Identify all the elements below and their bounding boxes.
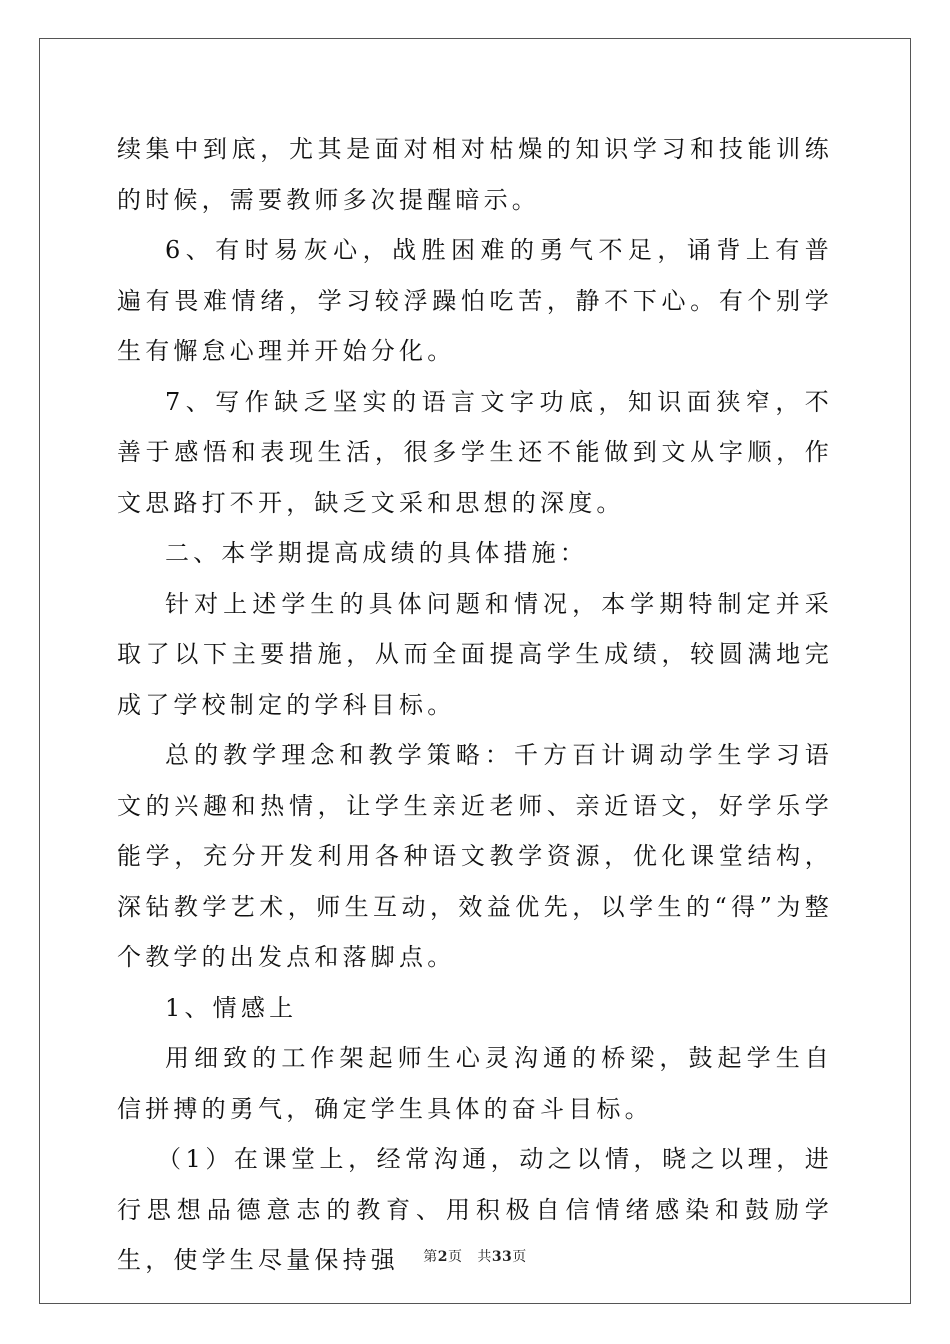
page-footer xyxy=(0,1246,950,1266)
footer-total-prefix: 共 xyxy=(477,1249,492,1265)
paragraph-emotion-detail: 用细致的工作架起师生心灵沟通的桥梁，鼓起学生自信拼搏的勇气，确定学生具体的奋斗目标。 xyxy=(117,1044,833,1123)
paragraph-measures-intro: 针对上述学生的具体问题和情况，本学期特制定并采取了以下主要措施，从而全面提高学生成绩，较圆满地完成了学校制定的学科目标。 xyxy=(117,589,833,719)
section-heading-measures: 二、本学期提高成绩的具体措施： xyxy=(165,539,588,567)
footer-total-suffix: 页 xyxy=(512,1249,527,1265)
paragraph-item-6: 6、有时易灰心，战胜困难的勇气不足，诵背上有普遍有畏难情绪，学习较浮躁怕吃苦，静不下心。有个别学生有懈怠心理并开始分化。 xyxy=(117,236,833,365)
document-body xyxy=(117,124,833,1286)
paragraph-item-7: 7、写作缺乏坚实的语言文字功底，知识面狭窄，不善于感悟和表现生活，很多学生还不能做到文从字顺，作文思路打不开，缺乏文采和思想的深度。 xyxy=(117,387,833,517)
paragraph-continuation: 续集中到底，尤其是面对相对枯燥的知识学习和技能训练的时候，需要教师多次提醒暗示。 xyxy=(117,135,833,214)
footer-total-pages: 33 xyxy=(491,1249,513,1265)
paragraph-classroom: （1）在课堂上，经常沟通，动之以情，晓之以理，进行思想品德意志的教育、用积极自信情绪感染和鼓励学生，使学生尽量保持强 xyxy=(117,1145,833,1274)
paragraph-teaching-strategy: 总的教学理念和教学策略：千方百计调动学生学习语文的兴趣和热情，让学生亲近老师、亲近语文，好学乐学能学，充分开发利用各种语文教学资源，优化课堂结构，深钻教学艺术，师生互动，效益优先，以学生的“得”为整个教学的出发点和落脚点。 xyxy=(117,741,833,971)
subheading-emotion: 1、情感上 xyxy=(165,993,298,1022)
footer-page-suffix: 页 xyxy=(447,1249,463,1265)
footer-page-number: 2 xyxy=(437,1249,448,1265)
footer-prefix: 第 xyxy=(423,1249,438,1265)
